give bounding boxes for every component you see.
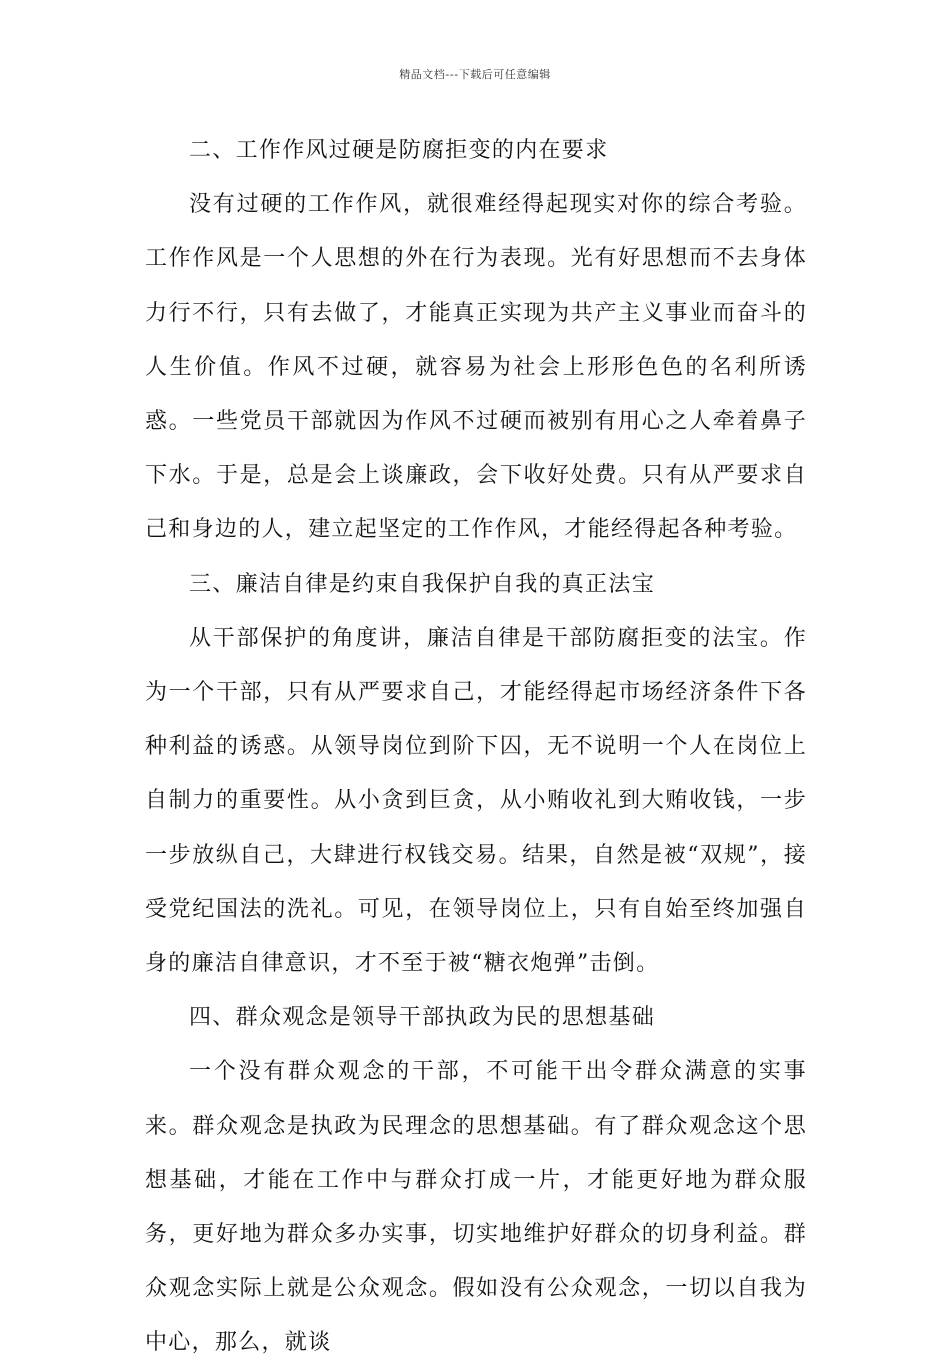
section-paragraph-3: 从干部保护的角度讲，廉洁自律是干部防腐拒变的法宝。作为一个干部，只有从严要求自己，才能经得起市场经济条件下各种利益的诱惑。从领导岗位到阶下囚，无不说明一个人在岗位上自制力的重要性。从小贪到巨贪，从小贿收礼到大贿收钱，一步一步放纵自己，大肆进行权钱交易。结果，自然是被“双规”，接受党纪国法的洗礼。可见，在领导岗位上，只有自始至终加强自身的廉洁自律意识，才不至于被“糖衣炮弹”击倒。	[145, 625, 807, 977]
section-heading-3: 三、廉洁自律是约束自我保护自我的真正法宝	[189, 571, 656, 597]
section-paragraph-4: 一个没有群众观念的干部，不可能干出令群众满意的实事来。群众观念是执政为民理念的思想基础。有了群众观念这个思想基础，才能在工作中与群众打成一片，才能更好地为群众服务，更好地为群众多办实事，切实地维护好群众的切身利益。群众观念实际上就是公众观念。假如没有公众观念，一切以自我为中心，那么，就谈	[145, 1059, 807, 1356]
page-header: 精品文档---下载后可任意编辑	[399, 68, 551, 81]
section-paragraph-2: 没有过硬的工作作风，就很难经得起现实对你的综合考验。工作作风是一个人思想的外在行为表现。光有好思想而不去身体力行不行，只有去做了，才能真正实现为共产主义事业而奋斗的人生价值。作风不过硬，就容易为社会上形形色色的名利所诱惑。一些党员干部就因为作风不过硬而被别有用心之人牵着鼻子下水。于是，总是会上谈廉政，会下收好处费。只有从严要求自己和身边的人，建立起坚定的工作作风，才能经得起各种考验。	[145, 192, 807, 543]
document-body	[145, 124, 807, 1371]
section-heading-4: 四、群众观念是领导干部执政为民的思想基础	[189, 1005, 656, 1031]
section-heading-2: 二、工作作风过硬是防腐拒变的内在要求	[189, 138, 609, 163]
